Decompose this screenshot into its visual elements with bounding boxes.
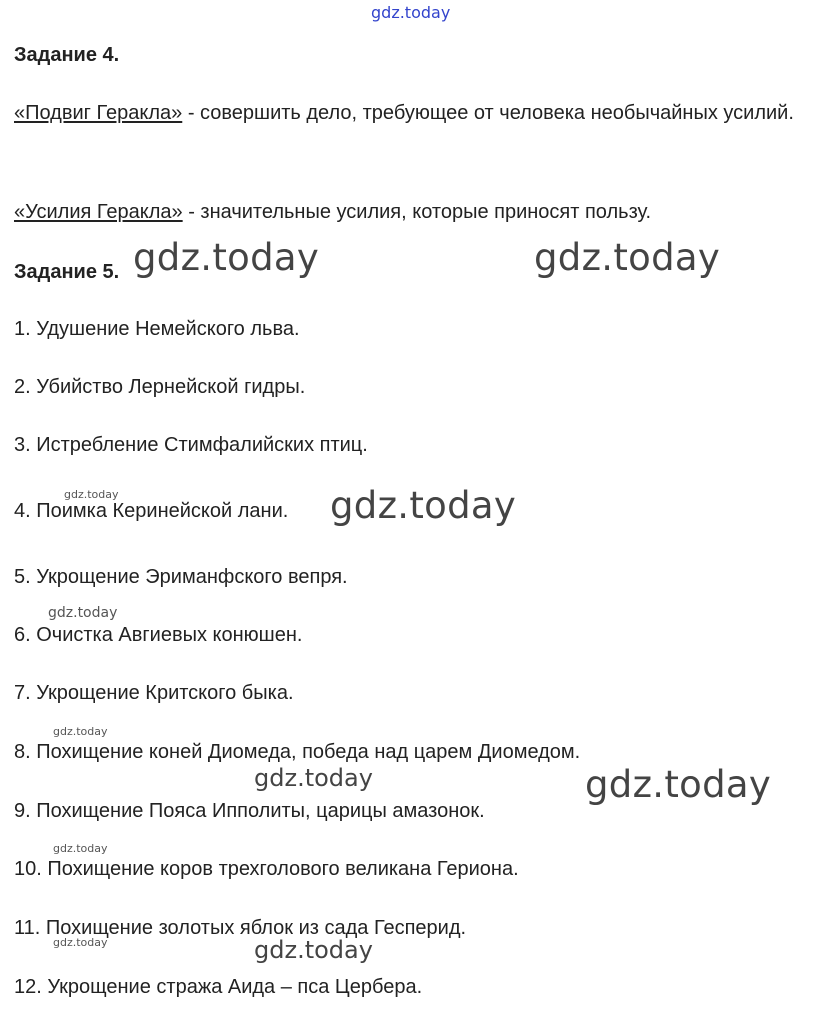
- list-item: 9. Похищение Пояса Ипполиты, царицы амазонок.: [14, 800, 485, 822]
- definition-1: [14, 93, 826, 134]
- watermark-medium: gdz.today: [254, 936, 373, 964]
- watermark-large: gdz.today: [330, 484, 517, 527]
- list-item: 12. Укрощение стража Аида – пса Цербера.: [14, 976, 423, 998]
- watermark-small: gdz.today: [64, 488, 119, 501]
- list-item: 6. Очистка Авгиевых конюшен.: [14, 624, 303, 646]
- list-item: 5. Укрощение Эриманфского вепря.: [14, 566, 348, 588]
- watermark-small: gdz.today: [53, 936, 108, 949]
- task4-title: Задание 4.: [14, 44, 120, 66]
- list-item: 11. Похищение золотых яблок из сада Гесперид.: [14, 917, 467, 939]
- watermark-medium: gdz.today: [254, 764, 373, 792]
- definition-2-text: - значительные усилия, которые приносят пользу.: [182, 201, 652, 223]
- watermark-large: gdz.today: [534, 236, 721, 279]
- list-item: 8. Похищение коней Диомеда, победа над царем Диомедом.: [14, 741, 581, 763]
- watermark-large: gdz.today: [585, 763, 772, 806]
- watermark-top: gdz.today: [371, 3, 451, 22]
- list-item: 10. Похищение коров трехголового великана Гериона.: [14, 858, 519, 880]
- list-item: 1. Удушение Немейского льва.: [14, 318, 300, 340]
- definition-1-text: - совершить дело, требующее от человека необычайных усилий.: [182, 102, 794, 124]
- watermark-small: gdz.today: [53, 842, 108, 855]
- watermark-small: gdz.today: [53, 725, 108, 738]
- watermark-large: gdz.today: [133, 236, 320, 279]
- list-item: 7. Укрощение Критского быка.: [14, 682, 294, 704]
- definition-1-term: «Подвиг Геракла»: [14, 102, 183, 124]
- list-item: 4. Поимка Керинейской лани.: [14, 500, 289, 522]
- definition-2-term: «Усилия Геракла»: [14, 201, 183, 223]
- list-item: 3. Истребление Стимфалийских птиц.: [14, 434, 368, 456]
- list-item: 2. Убийство Лернейской гидры.: [14, 376, 306, 398]
- definition-2: [14, 191, 826, 233]
- watermark-small: gdz.today: [48, 605, 118, 621]
- task5-title: Задание 5.: [14, 261, 120, 283]
